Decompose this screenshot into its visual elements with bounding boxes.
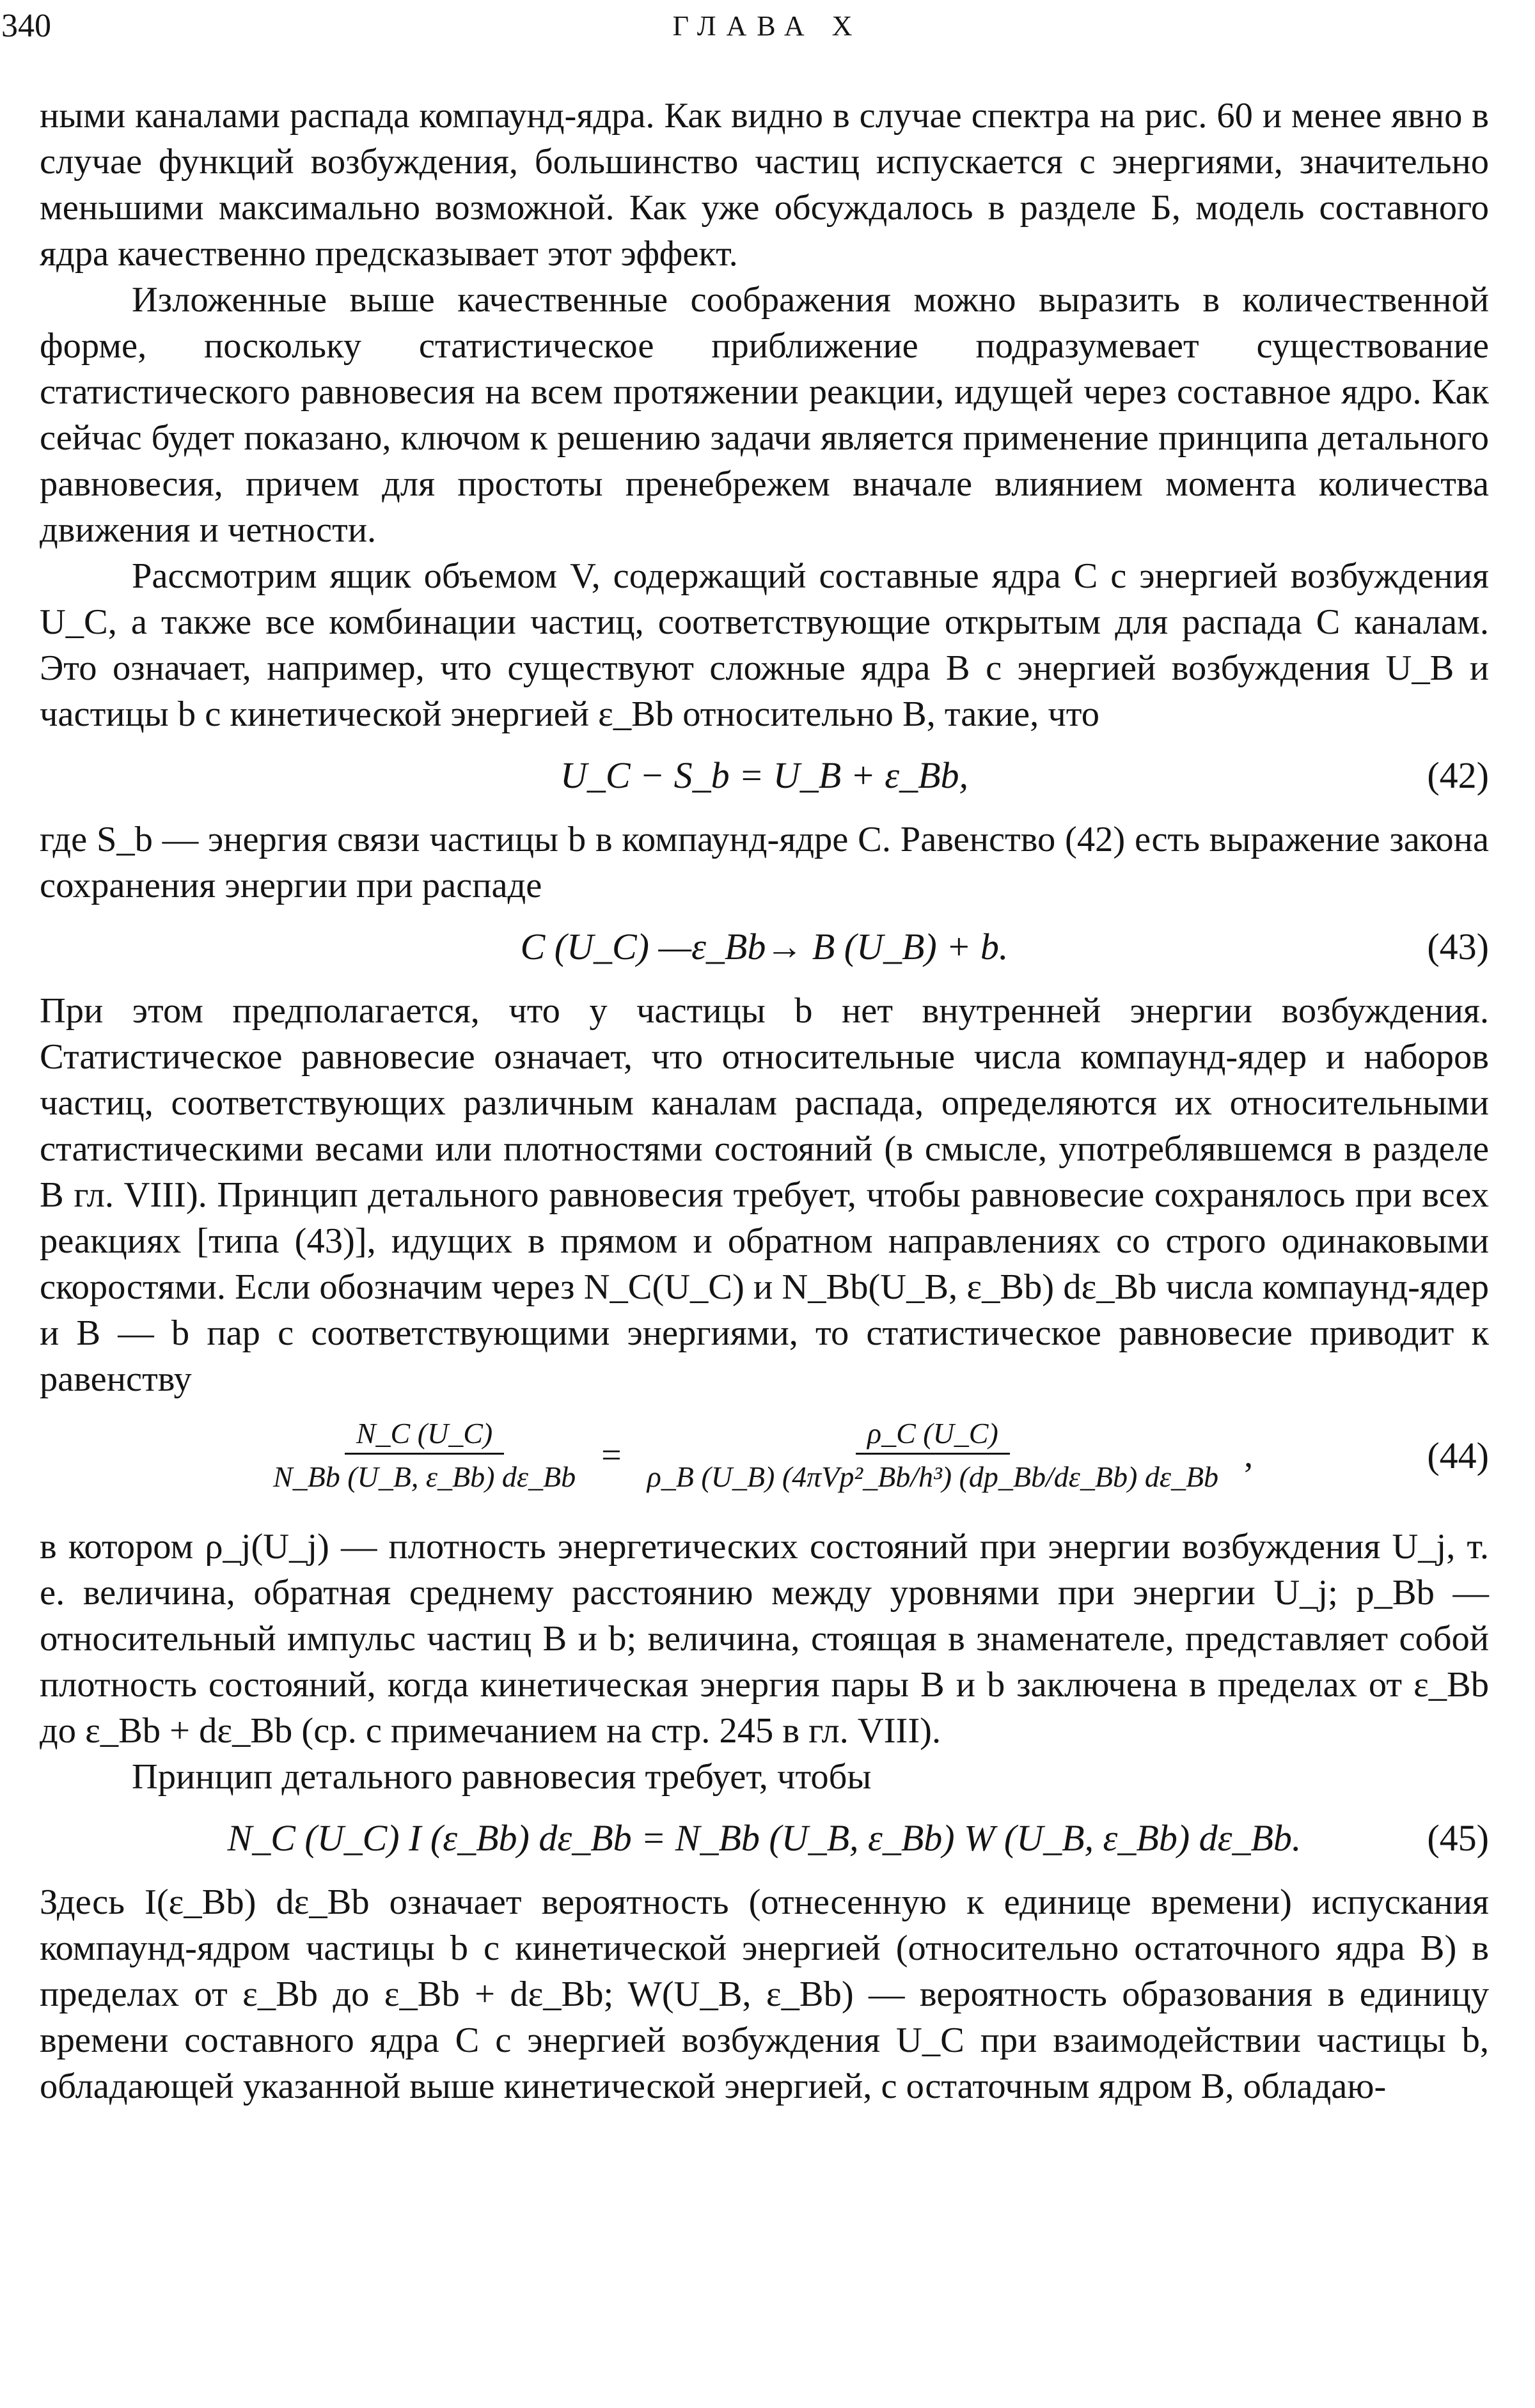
equation-44-rhs-numerator: ρ_C (U_C)	[856, 1416, 1010, 1455]
paragraph-2: Изложенные выше качественные соображения можно выразить в количественной форме, поскольку статистическое приближение подразумевает существование статистического равновесия на всем протяжении реакции, идущей через составное ядро. Как сейчас будет показано, ключом к решению задачи является применение принципа детального равновесия, причем для простоты пренебрежем вначале влиянием момента количества движения и четности.	[40, 280, 1489, 550]
equation-42-formula: U_C − S_b = U_B + ε_Bb,	[560, 754, 969, 796]
equation-45-number: (45)	[1427, 1817, 1489, 1859]
equation-44-equals: =	[601, 1435, 622, 1475]
page-number: 340	[1, 8, 51, 44]
paragraph-8: Здесь I(ε_Bb) dε_Bb означает вероятность (отнесенную к единице времени) испускания компаунд-ядром частицы b с кинетической энергией (относительно остаточного ядра B) в пределах от ε_Bb до ε_Bb + dε_Bb; W(U_B, ε_Bb) — вероятность образования в единицу времени составного ядра C с энергией возбуждения U_C при взаимодействии частицы b, обладающей указанной выше кинетической энергией, с остаточным ядром B, обладаю-	[40, 1882, 1489, 2106]
equation-44-number: (44)	[1427, 1435, 1489, 1476]
equation-45	[40, 1800, 1489, 1879]
running-head: ГЛАВА X	[672, 10, 863, 42]
equation-43-formula: C (U_C) —ε_Bb→ B (U_B) + b.	[520, 926, 1009, 967]
page-body	[40, 93, 1489, 2109]
paragraph-6: в котором ρ_j(U_j) — плотность энергетических состояний при энергии возбуждения U_j, т. е. величина, обратная среднему расстоянию между уровнями при энергии U_j; p_Bb — относительный импульс частиц B и b; величина, стоящая в знаменателе, представляет собой плотность состояний, когда кинетическая энергия пары B и b заключена в пределах от ε_Bb до ε_Bb + dε_Bb (ср. с примечанием на стр. 245 в гл. VIII).	[40, 1527, 1489, 1751]
equation-44-comma: ,	[1244, 1435, 1254, 1475]
paragraph-5: При этом предполагается, что у частицы b нет внутренней энергии возбуждения. Статистическое равновесие означает, что относительные числа компаунд-ядер и наборов частиц, соответствующих различным каналам распада, определяются их относительными статистическими весами или плотностями состояний (в смысле, употреблявшемся в разделе В гл. VIII). Принцип детального равновесия требует, чтобы равновесие сохранялось при всех реакциях [типа (43)], идущих в прямом и обратном направлениях со строго одинаковыми скоростями. Если обозначим через N_C(U_C) и N_Bb(U_B, ε_Bb) dε_Bb числа компаунд-ядер и B — b пар с соответствующими энергиями, то статистическое равновесие приводит к равенству	[40, 991, 1489, 1399]
equation-45-formula: N_C (U_C) I (ε_Bb) dε_Bb = N_Bb (U_B, ε_Bb) W (U_B, ε_Bb) dε_Bb.	[227, 1817, 1302, 1859]
paragraph-1: ными каналами распада компаунд-ядра. Как видно в случае спектра на рис. 60 и менее явно в случае функций возбуждения, большинство частиц испускается с энергиями, значительно меньшими максимально возможной. Как уже обсуждалось в разделе Б, модель составного ядра качественно предсказывает этот эффект.	[40, 96, 1489, 274]
equation-44-lhs	[262, 1416, 587, 1494]
equation-44	[40, 1402, 1489, 1524]
equation-44-lhs-numerator: N_C (U_C)	[345, 1416, 504, 1455]
equation-44-lhs-denominator: N_Bb (U_B, ε_Bb) dε_Bb	[272, 1460, 576, 1493]
equation-43-number: (43)	[1427, 926, 1489, 967]
equation-43	[40, 909, 1489, 988]
equation-44-rhs	[636, 1416, 1230, 1494]
paragraph-3: Рассмотрим ящик объемом V, содержащий составные ядра C с энергией возбуждения U_C, а также все комбинации частиц, соответствующие открытым для распада C каналам. Это означает, например, что существуют сложные ядра B с энергией возбуждения U_B и частицы b с кинетической энергией ε_Bb относительно B, такие, что	[40, 556, 1489, 734]
paragraph-4: где S_b — энергия связи частицы b в компаунд-ядре C. Равенство (42) есть выражение закона сохранения энергии при распаде	[40, 820, 1489, 905]
equation-42	[40, 737, 1489, 817]
equation-44-rhs-denominator: ρ_B (U_B) (4πVp²_Bb/h³) (dp_Bb/dε_Bb) dε_Bb	[647, 1460, 1219, 1493]
page-header	[0, 4, 1535, 49]
paragraph-7: Принцип детального равновесия требует, чтобы	[132, 1757, 872, 1797]
equation-42-number: (42)	[1427, 754, 1489, 796]
